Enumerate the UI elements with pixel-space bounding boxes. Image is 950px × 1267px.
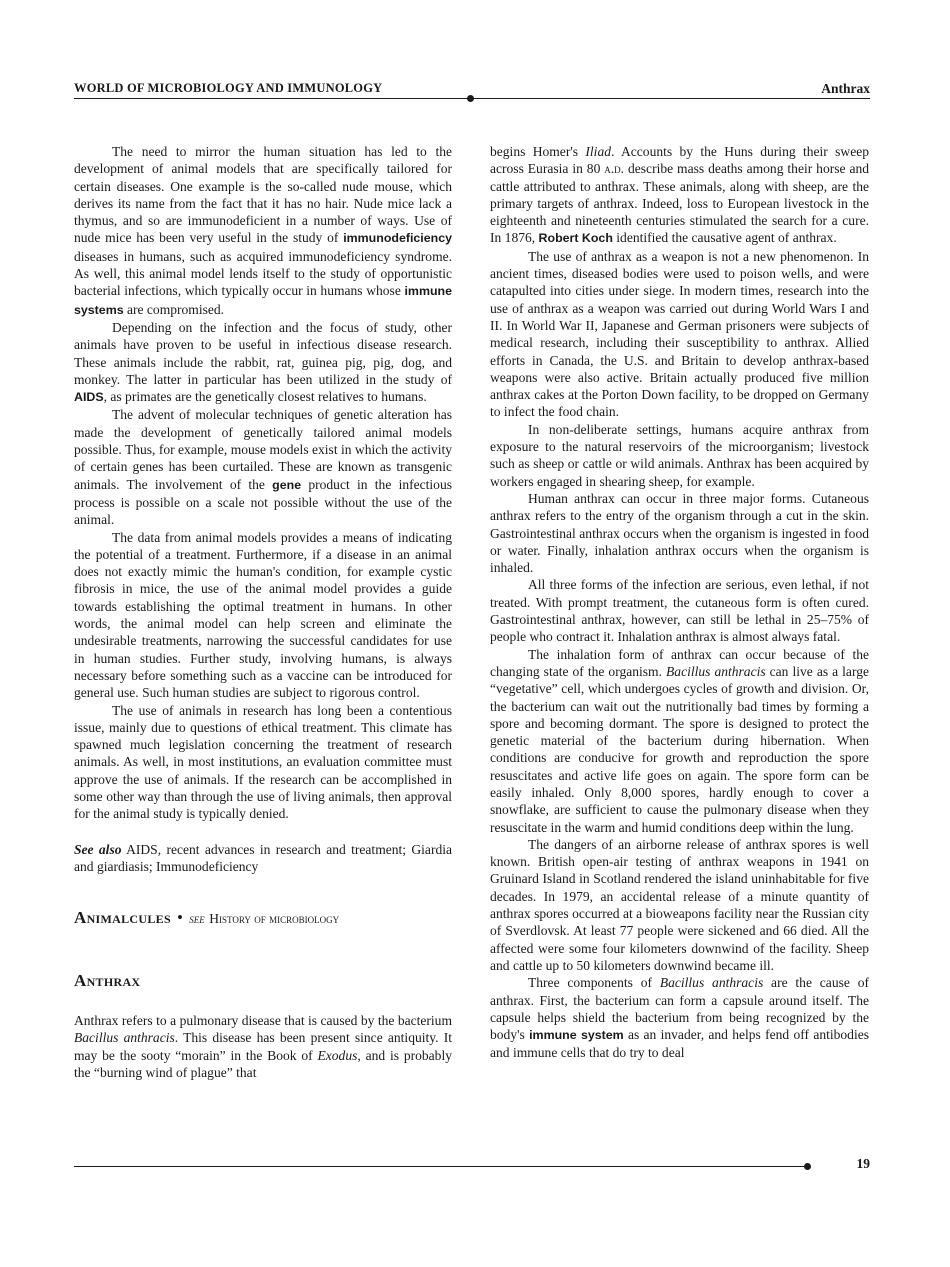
cross-reference-term[interactable]: AIDS — [74, 390, 104, 405]
page-number: 19 — [856, 1156, 870, 1171]
see-label: see — [189, 911, 205, 927]
text-run: as an invader, and helps fend off antibodies and immune cells that do try to deal — [490, 1027, 869, 1061]
text-run: The advent of molecular techniques of genetic alteration has made the development of genetically tailored animal models possible. Thus, for example, mouse models exist in which the activity of certain genes has been curtailed. These are known as transgenic animals. The involvement of the — [74, 407, 452, 492]
text-run: product in the infectious process is possible on a scale not possible without the use of the animal. — [74, 476, 453, 528]
paragraph: The data from animal models provides a means of indicating the potential of a treatment. Furthermore, if a disease in an animal does not exactly mimic the human's condition, for example cystic fibrosis in mice, the use of the animal model provides a guide towards establishing the optimal treatment in humans. In other words, the animal model can help screen and eliminate the undesirable treatments, narrowing the successful candidates for use in human studies. Further study, involving humans, is always necessary before something such as a vaccine can be introduced for general use. Such human studies are subject to rigorous control. — [74, 529, 452, 701]
italic-term: Iliad — [585, 144, 611, 159]
header-entry-title: Anthrax — [821, 81, 870, 96]
cross-reference-term[interactable]: gene — [272, 477, 302, 492]
text-run: are compromised. — [123, 301, 225, 317]
text-run: Anthrax refers to a pulmonary disease that is caused by the bacterium — [74, 1013, 452, 1029]
text-run: are the cause of anthrax. First, the bacterium can form a capsule around itself. The capsule helps shield the bacterium from being recognized by the body's — [490, 975, 869, 1043]
entry-heading-animalcules — [74, 907, 452, 930]
paragraph: The use of animals in research has long been a contentious issue, mainly due to questions of ethical treatment. This climate has spawned much legislation concerning the treatment of research animals. As well, in most institutions, an evaluation committee must approve the use of animals. If the research can be accomplished in some other way than through the use of living animals, then approval for the animal study is typically denied. — [74, 702, 452, 822]
paragraph: The dangers of an airborne release of anthrax spores is well known. British open-air testing of anthrax weapons in 1941 on Gruinard Island in Scotland rendered the island uninhabitable for five decades. In 1979, an accidental release of a minute quantity of anthrax spores occurred at a bioweapons facility near the Russian city of Sverdlovsk. At least 77 people were sickened and 66 died. All the affected were some four kilometers downwind of the facility. Sheep and cattle up to 50 kilometers downwind became ill. — [490, 836, 869, 973]
italic-term: Bacillus anthracis — [659, 975, 764, 991]
see-also-note — [74, 841, 452, 876]
text-run: begins Homer's — [490, 144, 586, 159]
entry-heading-text: Animalcules — [74, 908, 171, 928]
cross-reference-term[interactable]: immune system — [529, 1028, 624, 1043]
text-run: , as primates are the genetically closest relatives to humans. — [103, 389, 427, 405]
header-bullet-dot — [467, 95, 474, 102]
text-run: . This disease has been present since antiquity. It may be the sooty “morain” in the Book of — [74, 1030, 452, 1063]
text-run: Depending on the infection and the focus of study, other animals have proven to be useful in infectious disease research. These animals include the rabbit, rat, guinea pig, pig, dog, and monkey. The latter in particular has been utilized in the study of — [74, 319, 452, 387]
right-column — [490, 143, 869, 1062]
cross-reference-term[interactable]: immune systems — [74, 284, 452, 317]
paragraph: The use of anthrax as a weapon is not a new phenomenon. In ancient times, diseased bodies were used to poison wells, and were catapulted into cities under siege. In modern times, research into the use of anthrax as a weapon was carried out during World Wars I and II. In World War II, Japanese and German prisoners were subjects of medical research, including their susceptibility to anthrax. Allied efforts in Canada, the U.S. and Britain to develop anthrax-based weapons were also active. Britain actually produced five million anthrax cakes at the Porton Down facility, to be dropped on Germany to infect the food chain. — [490, 248, 869, 420]
text-run: can live as a large “vegetative” cell, which undergoes cycles of growth and division. Or, the bacterium can wait out the nutritionally bad times by forming a spore and becoming dormant. The spore is designed to protect the genetic material of the bacterium during hibernation. When conditions are conducive for growth and reproduction the spore resuscitates and active life goes on again. The spore form can be easily inhaled. Only 8,000 spores, hardly enough to cover a snowflake, are sufficient to cause the pulmonary disease when they resuscitate in the warm and humid conditions deep within the lung. — [490, 663, 869, 835]
footer-bullet-dot — [804, 1163, 811, 1170]
paragraph — [74, 1012, 452, 1081]
paragraph — [74, 406, 452, 528]
footer-rule — [74, 1166, 810, 1167]
text-run: Three components of — [528, 975, 660, 991]
italic-term: Bacillus anthracis — [74, 1030, 175, 1046]
italic-term: Exodus — [317, 1047, 358, 1063]
paragraph: All three forms of the infection are serious, even lethal, if not treated. With prompt treatment, the cutaneous form is often cured. Gastrointestinal anthrax, however, can still be lethal in 25–75% of people who contract it. Inhalation anthrax is almost always fatal. — [490, 577, 869, 645]
paragraph — [490, 646, 869, 836]
text-run: , and is probably the “burning wind of plague” that — [74, 1047, 452, 1081]
see-also-references[interactable]: AIDS, recent advances in research and treatment; Giardia and giardiasis; Immunodeficiency — [74, 841, 453, 874]
text-run: identified the causative agent of anthrax. — [612, 230, 837, 246]
cross-reference-term[interactable]: Robert Koch — [538, 231, 613, 246]
header-book-title: WORLD OF MICROBIOLOGY AND IMMUNOLOGY — [74, 81, 383, 95]
text-run: The inhalation form of anthrax can occur because of the changing state of the organism. — [490, 646, 869, 679]
text-run: The need to mirror the human situation has led to the development of animal models that are specifically tailored for certain diseases. One example is the so-called nude mouse, which derives its name from the fact that it has no hair. Nude mice lack a thymus, and so are immunodeficient in a number of ways. Use of nude mice has been very useful in the study of — [74, 144, 452, 246]
paragraph — [74, 319, 452, 406]
paragraph: Human anthrax can occur in three major forms. Cutaneous anthrax refers to the entry of the organism through a cut in the skin. Gastrointestinal anthrax occurs when the organism is ingested in food or water. Finally, inhalation anthrax occurs when the organism is inhaled. — [490, 490, 869, 576]
paragraph: In non-deliberate settings, humans acquire anthrax from exposure to the natural reservoirs of the microorganism; livestock such as sheep or cattle or wild animals. Anthrax has been acquired by workers engaged in shearing sheep, for example. — [490, 421, 869, 489]
paragraph — [490, 143, 869, 248]
see-target-link[interactable]: History of microbiology — [209, 911, 340, 927]
heading-bullet: • — [176, 908, 184, 928]
text-run: describe mass deaths among their horse and cattle attributed to anthrax. These animals, along with sheep, are the primary targets of anthrax. Indeed, loss to European livestock in the eighteenth and nineteenth centuries stimulated the search for a cure. In 1876, — [490, 161, 869, 246]
paragraph — [490, 974, 869, 1061]
paragraph — [74, 143, 452, 319]
see-also-label: See also — [74, 841, 122, 857]
text-run: diseases in humans, such as acquired immunodeficiency syndrome. As well, this animal model lends itself to the study of opportunistic bacterial infections, which typically occur in humans whose — [74, 248, 452, 299]
entry-heading-anthrax: Anthrax — [74, 971, 141, 991]
italic-term: Bacillus anthracis — [666, 663, 766, 679]
era-abbreviation: a.d. — [604, 161, 625, 177]
cross-reference-term[interactable]: immunodeficiency — [343, 231, 452, 246]
text-run: . Accounts by the Huns during their sweep across Eurasia in 80 — [490, 144, 869, 177]
left-column — [74, 143, 452, 1081]
